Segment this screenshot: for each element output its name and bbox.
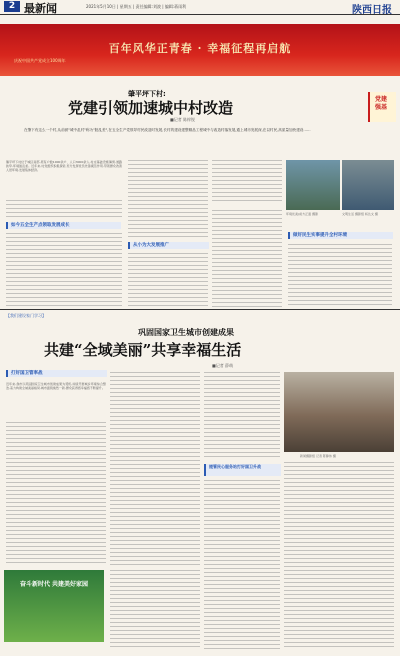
article2-body-col1: 近年来,我市以巩固国家卫生城市创建成果为契机,持续开展城乡环境综合整治,着力构建全域美丽格局,城市面貌焕然一新,群众获得感幸福感不断提升。 [6,382,106,390]
section-divider [0,309,400,310]
article1-body-col1b [6,233,122,307]
article1-subhead-3: 做好民生实事提升全村环境 [288,232,393,239]
section-title: 最新闻 [24,2,57,15]
photo-caption-2: 文明生活 摄影组 杨达文 摄 [342,212,378,216]
article2-body-col2b [110,570,200,650]
article1-body-col1: 肇平坪下村位于城区南部,原有户数1000余户、人口3000余人,村庄基础设施薄弱,道路狭窄,环境脏乱差。近年来,村党组织积极探索,充分发挥党员先锋模范作用,带领群众改善人居环境,发展集体经济。 [6,160,122,172]
article2-headline: 共建“全域美丽”共享幸福生活 [44,341,242,359]
banner-subtitle: 庆祝中国共产党成立100周年 [14,58,66,63]
article1-body-col1-rest [6,200,122,220]
page-number: 2 [4,1,20,12]
newspaper-logo: 陕西日报 [352,5,392,16]
article1-subhead-1: 如今五全生产点领取发展成长 [6,222,121,229]
article2-body-col4 [284,462,394,650]
page-header [0,0,400,15]
article1-byline: ■记者 陈梓锐 [170,117,196,122]
issue-meta: 2021年5月10日 | 星期五 | 责任编辑:刘波 | 编辑:蒋雨利 [86,4,187,9]
article2-subhead-1: 打好国卫管率战 [6,370,107,377]
meeting-photo [284,372,394,452]
column-tag-label: 党建 强基 [374,96,387,111]
article1-body-col2b [128,253,208,307]
article1-lead: 在肇下有这么一个村,从前被"城中乱村"称为"脏乱差",在五全生产党领导村民改造时发展,长村的建设建整精品工程城中与改造村落发展,通上城市发展深,在以村民,高质量加快建设…… [24,128,311,132]
article2-body-col1b [6,422,106,566]
promo-text: 奋斗新时代 共建美好家园 [19,581,89,588]
article2-body-col3 [204,372,280,460]
article1-subhead-2: 从小为大发展推广 [128,242,209,249]
article1-headline: 党建引领加速城中村改造 [68,99,234,117]
article1-body-col3b [212,210,282,307]
article2-body-col3b [204,480,280,650]
village-photo-2 [342,160,394,210]
article1-body-col4 [288,244,392,307]
article2-body-col2 [110,372,200,566]
article2-column-label: 【我们建设家门学习】 [6,313,46,318]
banner-title: 百年风华正青春 · 幸福征程再启航 [108,42,292,55]
photo-caption-1: 环境优美(前方正面 摄影 [286,212,319,216]
article1-kicker: 肇平坪下村: [128,90,166,98]
article2-byline: ■记者 薛萌 [212,363,234,368]
article1-body-col2 [128,160,208,238]
article2-subhead-2: 提管民心服务站打好国卫升战 [204,464,281,476]
article1-body-col3 [212,160,282,204]
article2-kicker: 巩固国家卫生城市创建成果 [138,328,234,337]
meeting-photo-caption: 新闻摄影组 记者 陈静伟 摄 [300,454,336,458]
village-photo-1 [286,160,340,210]
